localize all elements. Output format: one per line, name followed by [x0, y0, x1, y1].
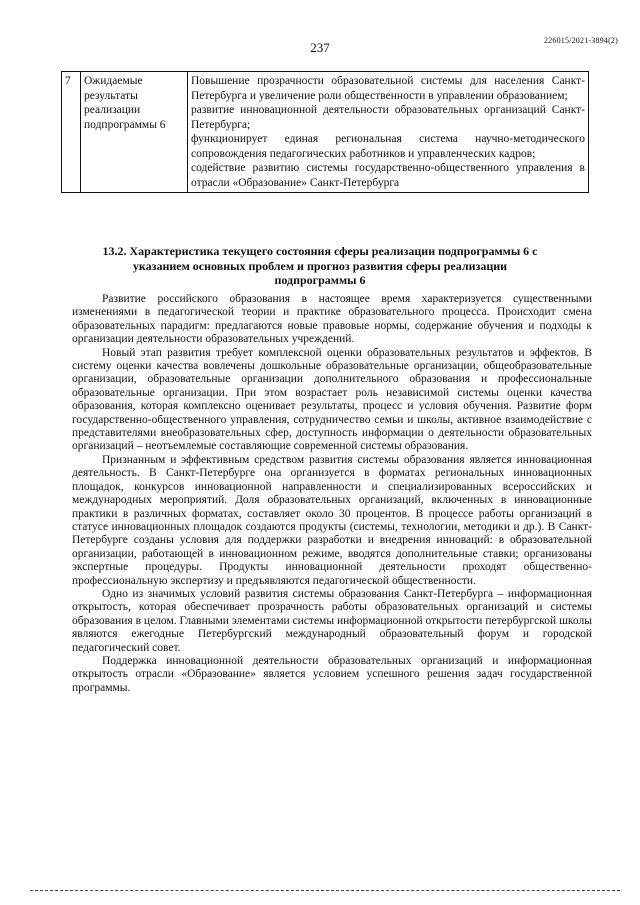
document-code: 226015/2021-3894(2): [543, 36, 618, 45]
result-item: содействие развитию системы государственно-общественного управления в отрасли «Образование» Санкт-Петербурга: [191, 162, 585, 189]
result-item: развитие инновационной деятельности образовательных организаций Санкт-Петербурга;: [191, 104, 585, 131]
result-item: функционирует единая региональная система научно-методического сопровождения педагогических работников и управленческих кадров;: [191, 133, 585, 160]
section-heading: 13.2. Характеристика текущего состояния сферы реализации подпрограммы 6 с указанием основных проблем и прогноз развития сферы реализации подпрограммы 6: [102, 244, 538, 287]
paragraph: Новый этап развития требует комплексной оценки образовательных результатов и эффектов. В систему оценки качества вовлечены дошкольные образовательные организации, общеобразовательные организации, образовательные организации дополнительного образования и профессиональные образовательные организации. При этом возрастает роль независимой системы оценки качества образования, которая комплексно оценивает результаты, процесс и условия обучения. Развитие форм государственно-общественного управления, сотрудничество семьи и школы, активное взаимодействие с представителями внеобразовательных сфер, доступность информации о деятельности образовательных организаций – неотъемлемые составляющие современной системы образования.: [72, 346, 592, 453]
paragraph: Одно из значимых условий развития системы образования Санкт-Петербурга – информационная открытость, которая обеспечивает прозрачность работы образовательных организаций и системы образования в целом. Главными элементами системы информационной открытости петербургской школы являются ежегодные Петербургский международный образовательный форум и городской педагогический совет.: [72, 587, 592, 654]
paragraph: Признанным и эффективным средством развития системы образования является инновационная деятельность. В Санкт-Петербурге она организуется в форматах региональных инновационных площадок, конкурсов инновационной направленности и специализированных всероссийских и международных мероприятий. Доля образовательных организаций, включенных в инновационные практики в различных форматах, составляет около 30 процентов. В процессе работы организаций в статусе инновационных площадок создаются продукты (системы, технологии, методики и др.). В Санкт-Петербурге созданы условия для поддержки разработки и внедрения инноваций: в образовательной организации, работающей в инновационном режиме, вводятся дополнительные ставки; организованы экспертные процедуры. Продукты инновационной деятельности проходят общественно-профессиональную экспертизу и предъявляются педагогической общественности.: [72, 453, 592, 587]
expected-results-table: [61, 71, 589, 193]
row-label: Ожидаемые результаты реализации подпрограммы 6: [81, 72, 188, 193]
results-cell: [188, 72, 589, 193]
section-body: [72, 293, 592, 695]
table-row: [62, 72, 589, 193]
paragraph: Развитие российского образования в настоящее время характеризуется существенными изменениями в педагогической теории и практике образовательного процесса. Происходит смена образовательных парадигм: предлагаются новые правовые нормы, содержание обучения и подходы к организации деятельности образовательных учреждений.: [72, 293, 592, 346]
result-item: Повышение прозрачности образовательной системы для населения Санкт-Петербурга и увеличение роли общественности в управлении образованием;: [191, 75, 585, 102]
page-number: 237: [310, 40, 330, 55]
scan-edge-line: [30, 890, 620, 891]
row-number: 7: [62, 72, 81, 193]
paragraph: Поддержка инновационной деятельности образовательных организаций и информационная открытость отрасли «Образование» является условием успешного решения задач государственной программы.: [72, 654, 592, 694]
